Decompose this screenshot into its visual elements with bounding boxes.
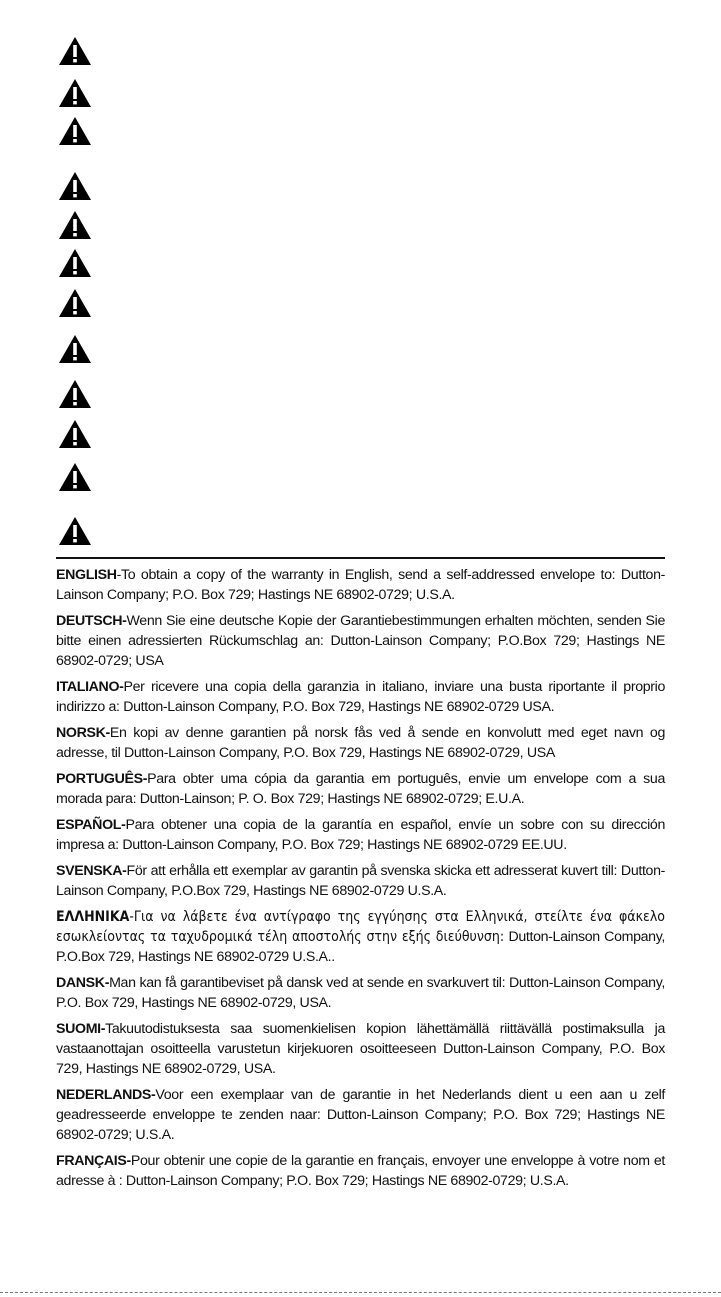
warranty-entry-portugues bbox=[56, 769, 665, 809]
language-label: DANSK- bbox=[56, 975, 110, 991]
warranty-entry-nederlands bbox=[56, 1085, 665, 1145]
warning-triangle-icon bbox=[58, 36, 92, 66]
warranty-text-greek: -Για να λάβετε ένα αντίγραφο της εγγύησης στα Ελληνικά, στείλτε ένα φάκελο εσωκλείοντας τα ταχυδρομικά τέλη αποστολής στην εξής διεύθυνση: bbox=[56, 909, 665, 945]
warning-triangle-icon bbox=[58, 116, 92, 146]
warning-triangle-icon bbox=[58, 210, 92, 240]
language-label: PORTUGUÊS- bbox=[56, 771, 148, 787]
language-label: ITALIANO- bbox=[56, 679, 124, 695]
warranty-entry-svenska bbox=[56, 861, 665, 901]
warranty-text: Voor een exemplaar van de garantie in het Nederlands dient u een aan u zelf geadresseerde enveloppe te zenden naar: Dutton-Lainson Company; P.O. Box 729; Hastings NE 68902-0729; U.S.A. bbox=[56, 1087, 665, 1143]
section-divider bbox=[56, 557, 665, 559]
warranty-language-list bbox=[56, 565, 665, 1197]
warranty-text: Dutton-Lainson Company, P.O.Box 729, Hastings NE 68902-0729 U.S.A.. bbox=[56, 929, 665, 965]
warning-triangle-icon bbox=[58, 334, 92, 364]
warning-triangle-icon bbox=[58, 462, 92, 492]
language-label: NORSK- bbox=[56, 725, 110, 741]
language-label: ΕΛΛΗΝΙΚΑ bbox=[56, 909, 130, 925]
warranty-text: Takuutodistuksesta saa suomenkielisen kopion lähettämällä riittävällä postimaksulla ja vastaanottajan osoitteella varustetun kirjekuoren osoitteeseen Dutton-Lainson Company, P.O. Box 729, Hastings NE 68902-0729, USA. bbox=[56, 1021, 665, 1077]
warranty-entry-italiano bbox=[56, 677, 665, 717]
warranty-entry-norsk bbox=[56, 723, 665, 763]
warranty-text: Para obtener una copia de la garantía en español, envíe un sobre con su dirección impresa a: Dutton-Lainson Company, P.O. Box 729; Hastings NE 68902-0729 EE.UU. bbox=[56, 817, 665, 853]
warning-triangle-icon bbox=[58, 78, 92, 108]
warranty-text: Man kan få garantibeviset på dansk ved at sende en svarkuvert til: Dutton-Lainson Company, P.O. Box 729, Hastings NE 68902-0729, USA. bbox=[56, 975, 665, 1011]
language-label: DEUTSCH- bbox=[56, 613, 127, 629]
warning-triangle-icon bbox=[58, 171, 92, 201]
page-bottom-dashed-edge bbox=[0, 1292, 721, 1293]
warranty-text: En kopi av denne garantien på norsk fås ved å sende en konvolutt med eget navn og adresse, til Dutton-Lainson Company, P.O. Box 729, Hastings NE 68902-0729, USA bbox=[56, 725, 665, 761]
warranty-text: Para obter uma cópia da garantia em português, envie um envelope com a sua morada para: Dutton-Lainson; P. O. Box 729; Hastings NE 68902-0729; E.U.A. bbox=[56, 771, 665, 807]
warranty-entry-dansk bbox=[56, 973, 665, 1013]
warranty-entry-english bbox=[56, 565, 665, 605]
warning-triangle-icon bbox=[58, 419, 92, 449]
warranty-text: Wenn Sie eine deutsche Kopie der Garantiebestimmungen erhalten möchten, senden Sie bitte einen adressierten Rückumschlag an: Dutton-Lainson Company; P.O.Box 729; Hastings NE 68902-0729; USA bbox=[56, 613, 665, 669]
warranty-entry-suomi bbox=[56, 1019, 665, 1079]
warranty-entry-espanol bbox=[56, 815, 665, 855]
language-label: SUOMI- bbox=[56, 1021, 106, 1037]
warning-triangle-icon bbox=[58, 379, 92, 409]
language-label: FRANÇAIS- bbox=[56, 1153, 131, 1169]
warning-icon-column bbox=[0, 0, 721, 560]
warning-triangle-icon bbox=[58, 248, 92, 278]
language-label: NEDERLANDS- bbox=[56, 1087, 156, 1103]
language-label: SVENSKA- bbox=[56, 863, 127, 879]
warranty-text: -To obtain a copy of the warranty in English, send a self-addressed envelope to: Dutton-Lainson Company; P.O. Box 729; Hastings NE 68902-0729; U.S.A. bbox=[56, 567, 665, 603]
warranty-text: Per ricevere una copia della garanzia in italiano, inviare una busta riportante il proprio indirizzo a: Dutton-Lainson Company, P.O. Box 729, Hastings NE 68902-0729 USA. bbox=[56, 679, 665, 715]
warranty-entry-ellinika bbox=[56, 907, 665, 967]
language-label: ENGLISH bbox=[56, 567, 117, 583]
warranty-text: Pour obtenir une copie de la garantie en français, envoyer une enveloppe à votre nom et adresse à : Dutton-Lainson Company; P.O. Box 729; Hastings NE 68902-0729; U.S.A. bbox=[56, 1153, 665, 1189]
warranty-entry-deutsch bbox=[56, 611, 665, 671]
language-label: ESPAÑOL- bbox=[56, 817, 126, 833]
warning-triangle-icon bbox=[58, 516, 92, 546]
warranty-entry-francais bbox=[56, 1151, 665, 1191]
warning-triangle-icon bbox=[58, 288, 92, 318]
warranty-text: För att erhålla ett exemplar av garantin på svenska skicka ett adresserat kuvert till: Dutton-Lainson Company, P.O.Box 729, Hastings NE 68902-0729 U.S.A. bbox=[56, 863, 665, 899]
